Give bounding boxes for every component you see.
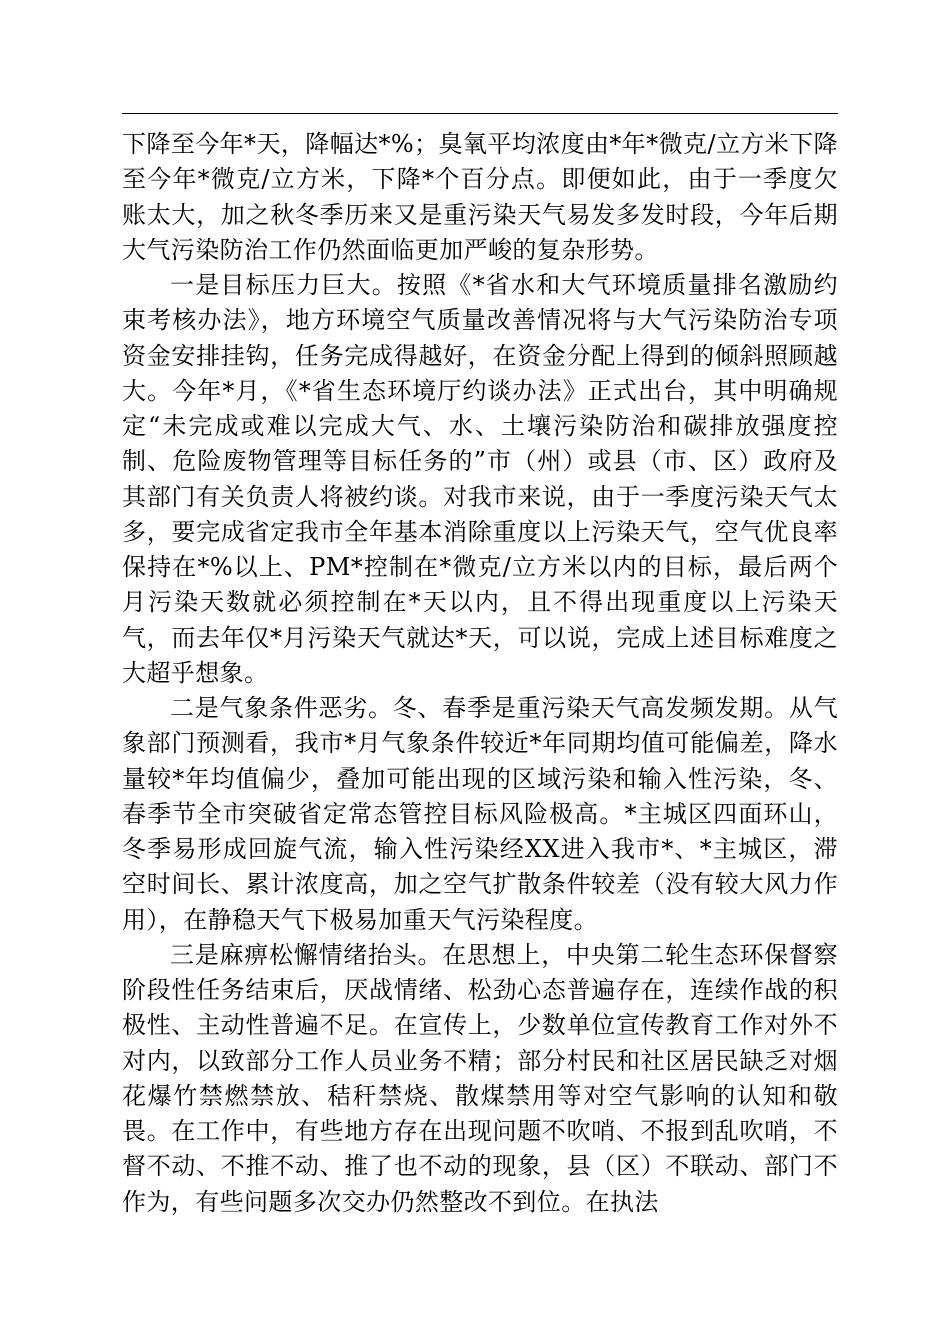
paragraph-weather-conditions: 二是气象条件恶劣。冬、春季是重污染天气高发频发期。从气象部门预测看，我市*月气象条件较近*年同期均值可能偏差，降水量较*年均值偏少，叠加可能出现的区域污染和输入性污染，冬、春季节全市突破省定常态管控目标风险极高。*主城区四面环山，冬季易形成回旋气流，输入性污染经XX进入我市*、*主城区，滞空时间长、累计浓度高，加之空气扩散条件较差（没有较大风力作用），在静稳天气下极易加重天气污染程度。 xyxy=(122,694,838,934)
paragraph-complacency: 三是麻痹松懈情绪抬头。在思想上，中央第二轮生态环保督察阶段性任务结束后，厌战情绪、松劲心态普遍存在，连续作战的积极性、主动性普遍不足。在宣传上，少数单位宣传教育工作对外不对内，以致部分工作人员业务不精；部分村民和社区居民缺乏对烟花爆竹禁燃禁放、秸秆禁烧、散煤禁用等对空气影响的认知和敬畏。在工作中，有些地方存在出现问题不吹哨、不报到乱吹哨，不督不动、不推不动、推了也不动的现象，县（区）不联动、部门不作为，有些问题多次交办仍然整改不到位。在执法 xyxy=(122,940,838,1216)
paragraph-continuation: 下降至今年*天，降幅达*%；臭氧平均浓度由*年*微克/立方米下降至今年*微克/立方米，下降*个百分点。即便如此，由于一季度欠账太大，加之秋冬季历来又是重污染天气易发多发时段，今年后期大气污染防治工作仍然面临更加严峻的复杂形势。 xyxy=(122,130,838,264)
header-rule xyxy=(122,113,838,114)
paragraph-target-pressure: 一是目标压力巨大。按照《*省水和大气环境质量排名激励约束考核办法》，地方环境空气质量改善情况将与大气污染防治专项资金安排挂钩，任务完成得越好，在资金分配上得到的倾斜照顾越大。今年*月，《*省生态环境厅约谈办法》正式出台，其中明确规定“未完成或难以完成大气、水、土壤污染防治和碳排放强度控制、危险废物管理等目标任务的”市（州）或县（市、区）政府及其部门有关负责人将被约谈。对我市来说，由于一季度污染天气太多，要完成省定我市全年基本消除重度以上污染天气，空气优良率保持在*%以上、PM*控制在*微克/立方米以内的目标，最后两个月污染天数就必须控制在*天以内，且不得出现重度以上污染天气，而去年仅*月污染天气就达*天，可以说，完成上述目标难度之大超乎想象。 xyxy=(122,271,838,687)
document-body xyxy=(122,127,838,1220)
